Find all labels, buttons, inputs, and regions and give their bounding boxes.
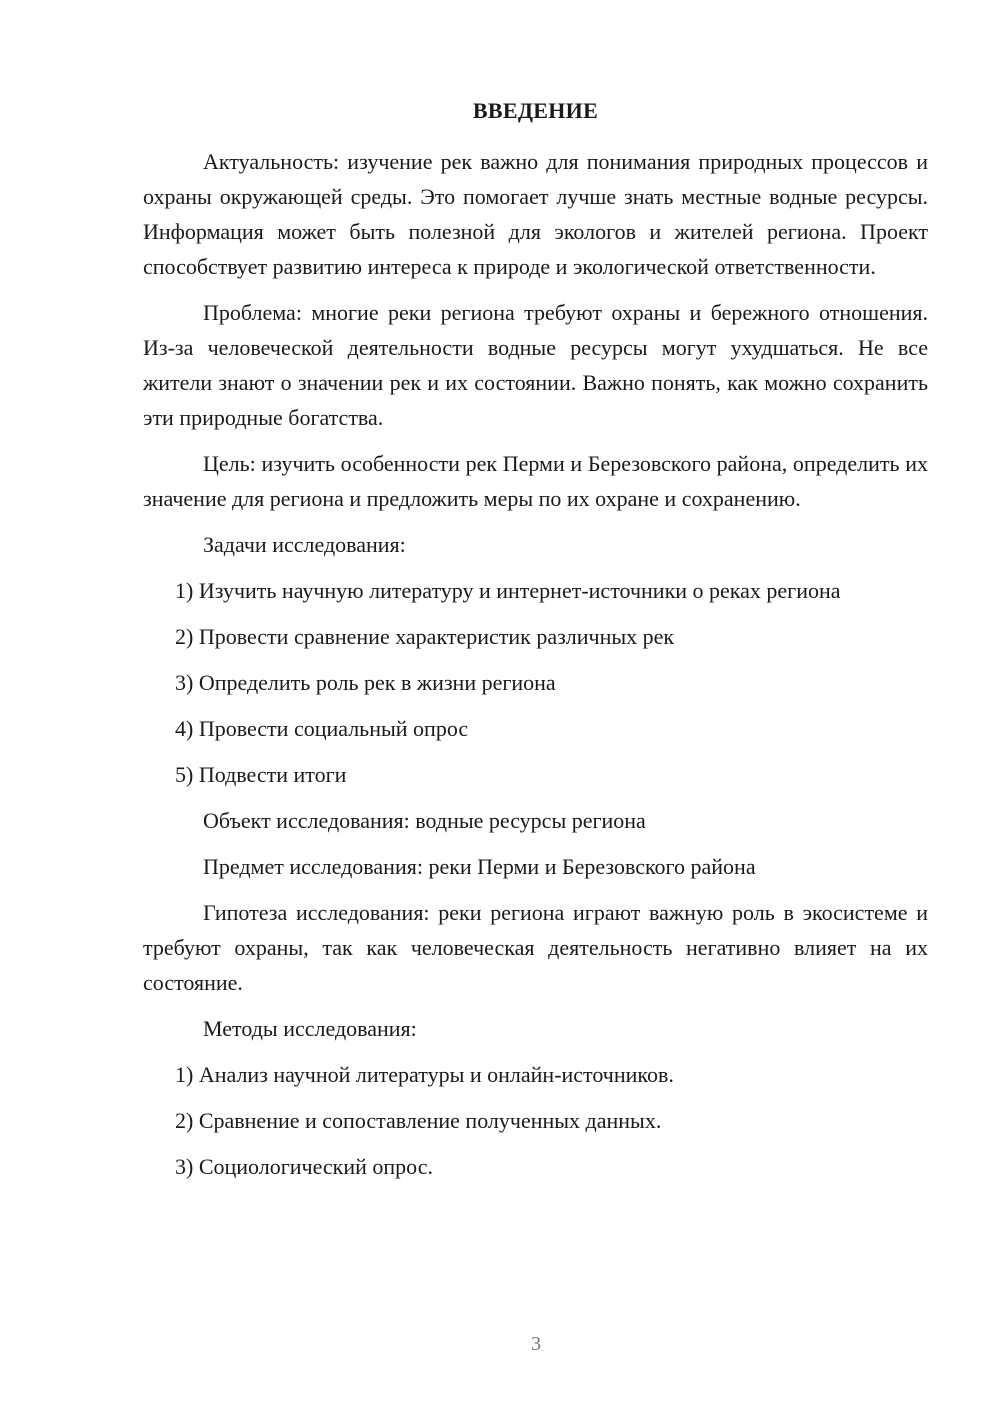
methods-list — [143, 1057, 928, 1184]
list-item: 2) Сравнение и сопоставление полученных данных. — [175, 1108, 662, 1133]
list-item: 5) Подвести итоги — [175, 762, 347, 787]
list-item: 3) Определить роль рек в жизни региона — [175, 670, 556, 695]
tasks-heading: Задачи исследования: — [203, 532, 406, 557]
list-item: 3) Социологический опрос. — [175, 1154, 433, 1179]
section-title: ВВЕДЕНИЕ — [472, 98, 599, 123]
relevance-paragraph: Актуальность: изучение рек важно для понимания природных процессов и охраны окружающей среды. Это помогает лучше знать местные водные ресурсы. Информация может быть полезной для экологов и жителей региона. Проект способствует развитию интереса к природе и экологической ответственности. — [143, 149, 928, 279]
research-object: Объект исследования: водные ресурсы региона — [203, 808, 646, 833]
hypothesis-paragraph: Гипотеза исследования: реки региона играют важную роль в экосистеме и требуют охраны, так как человеческая деятельность негативно влияет на их состояние. — [143, 900, 928, 995]
list-item: 1) Изучить научную литературу и интернет-источники о реках региона — [175, 578, 841, 603]
problem-paragraph: Проблема: многие реки региона требуют охраны и бережного отношения. Из-за человеческой деятельности водные ресурсы могут ухудшаться. Не все жители знают о значении рек и их состоянии. Важно понять, как можно сохранить эти природные богатства. — [143, 300, 928, 430]
list-item: 2) Провести сравнение характеристик различных рек — [175, 624, 675, 649]
page-number: 3 — [531, 1333, 541, 1355]
methods-heading: Методы исследования: — [203, 1016, 417, 1041]
document-page — [143, 96, 928, 1195]
list-item: 4) Провести социальный опрос — [175, 716, 469, 741]
research-subject: Предмет исследования: реки Перми и Березовского района — [203, 854, 756, 879]
tasks-list — [143, 573, 928, 792]
goal-paragraph: Цель: изучить особенности рек Перми и Березовского района, определить их значение для региона и предложить меры по их охране и сохранению. — [143, 451, 928, 511]
list-item: 1) Анализ научной литературы и онлайн-источников. — [175, 1062, 674, 1087]
